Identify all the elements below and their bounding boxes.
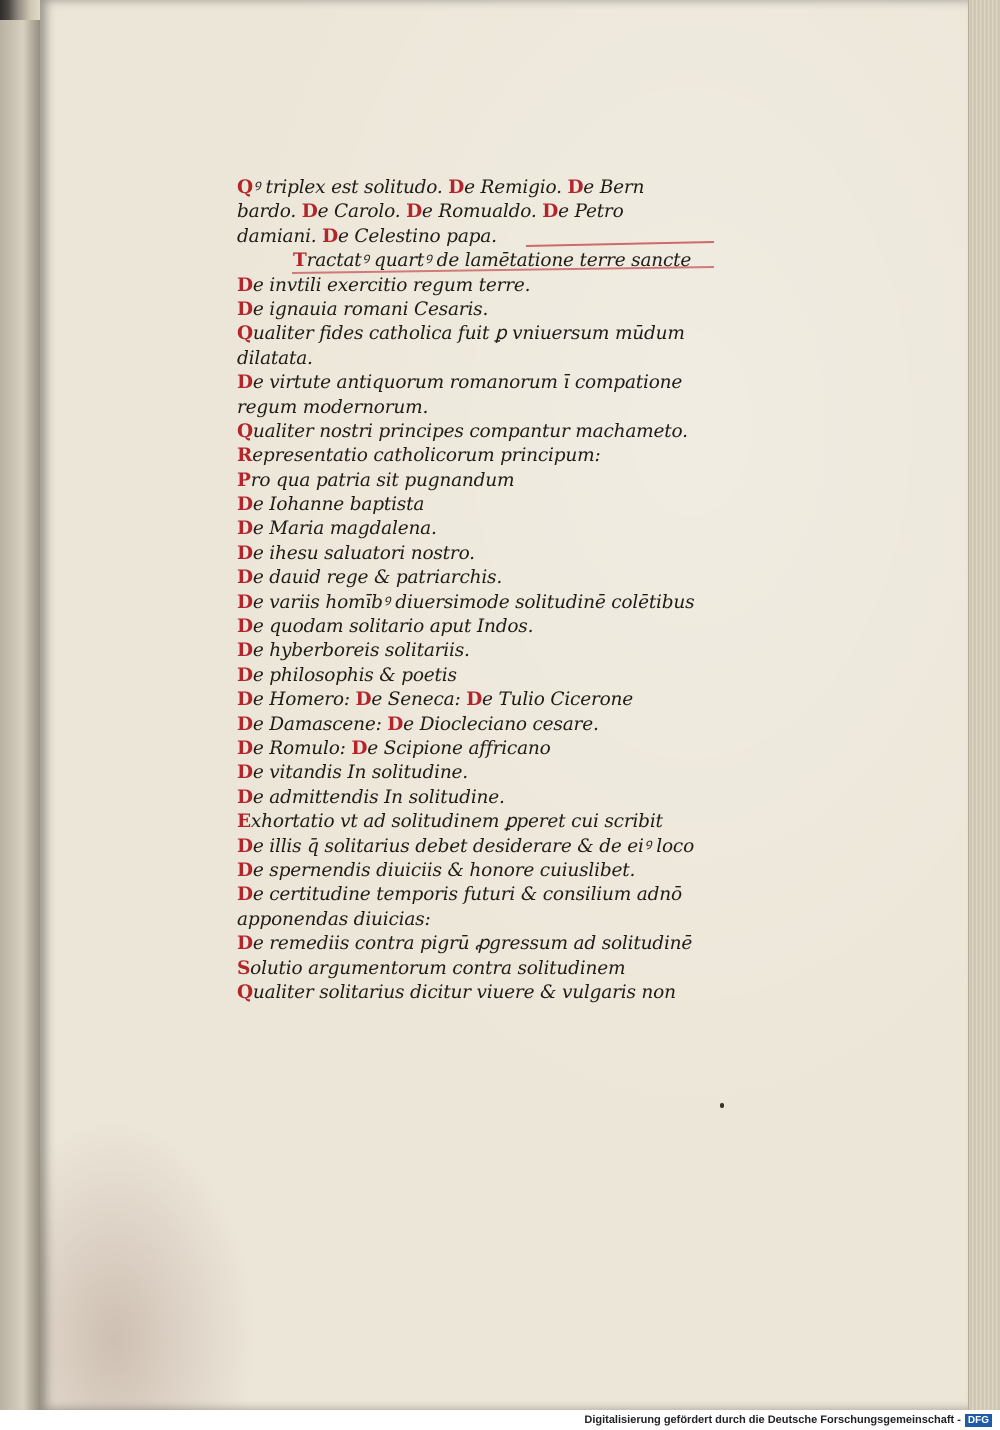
incunable-text-block [237, 176, 717, 1005]
rubricated-initial: D [237, 786, 253, 808]
rubricated-initial: D [237, 737, 253, 759]
text-line: De Iohanne baptista [237, 494, 425, 516]
text-line: De quodam solitario aput Indos. [237, 616, 534, 638]
rubricated-initial: D [322, 225, 338, 247]
tractatus-heading: Tractatꝰ quartꝰ de lamētatione terre sancte [293, 250, 692, 272]
rubricated-initial: Q [237, 323, 253, 345]
rubricated-initial: D [237, 298, 253, 320]
rubricated-initial: E [237, 811, 251, 833]
page-stack-edge [968, 0, 1000, 1410]
rubricated-initial: D [406, 201, 422, 223]
rubricated-initial: D [567, 177, 584, 198]
text-line: De variis homībꝰ diuersimode solitudinē colētibus [237, 591, 695, 613]
rubricated-initial: D [237, 616, 253, 638]
text-line: De hyberboreis solitariis. [237, 640, 470, 662]
rubricated-initial: D [237, 567, 253, 589]
text-line: Representatio catholicorum principum: [237, 445, 601, 467]
rubricated-initial: D [237, 933, 253, 955]
text-line: Qꝰ triplex est solitudo. De Remigio. De Bern [237, 177, 645, 198]
rubricated-initial: D [237, 713, 253, 735]
rubricated-initial: D [237, 762, 253, 784]
rubricated-initial: R [237, 445, 253, 467]
rubricated-initial: D [237, 274, 253, 296]
text-line: regum modernorum. [237, 396, 429, 418]
text-line: De invtili exercitio regum terre. [237, 274, 531, 296]
text-line: dilatata. [237, 347, 313, 369]
text-line: De dauid rege & patriarchis. [237, 567, 503, 589]
text-line: Pro qua patria sit pugnandum [237, 469, 515, 491]
text-line: De Romulo: De Scipione affricano [237, 737, 551, 759]
rubricated-initial: D [237, 835, 253, 857]
rubricated-initial: T [293, 250, 307, 272]
text-line: De spernendis diuiciis & honore cuiuslibet. [237, 859, 636, 881]
footer-bar [0, 1410, 1000, 1430]
text-line: De vitandis In solitudine. [237, 762, 468, 784]
rubricated-initial: D [237, 664, 253, 686]
text-line: De ihesu saluatori nostro. [237, 542, 475, 564]
rubricated-initial: D [237, 372, 253, 394]
rubricated-initial: Q [237, 177, 253, 198]
rubricated-initial: D [237, 591, 253, 613]
text-line: damiani. De Celestino papa. [237, 225, 497, 247]
rubricated-initial: Q [237, 981, 253, 1003]
rubricated-initial: D [301, 201, 318, 223]
ink-mark [720, 1103, 724, 1108]
dfg-logo: DFG [965, 1414, 992, 1427]
rubricated-initial: D [237, 859, 253, 881]
left-page-edge [0, 20, 43, 1410]
text-line: Solutio argumentorum contra solitudinem [237, 957, 626, 979]
rubricated-initial: D [351, 737, 368, 759]
rubricated-initial: D [237, 494, 253, 516]
text-line: De Damascene: De Diocleciano cesare. [237, 713, 599, 735]
rubricated-initial: D [466, 689, 483, 711]
text-line: bardo. De Carolo. De Romualdo. De Petro [237, 201, 624, 223]
text-line: De virtute antiquorum romanorum ī compatione [237, 372, 683, 394]
rubricated-initial: D [237, 542, 253, 564]
text-line: De Homero: De Seneca: De Tulio Cicerone [237, 689, 634, 711]
rubricated-initial: D [542, 201, 559, 223]
rubricated-initial: D [355, 689, 372, 711]
rubricated-initial: D [387, 713, 404, 735]
text-line: De remediis contra pigrū ꝓgressum ad solitudinē [237, 933, 693, 955]
text-line: De certitudine temporis futuri & consilium adnō [237, 884, 682, 906]
rubricated-initial: S [237, 957, 251, 979]
rubricated-initial: D [237, 689, 253, 711]
text-line: Qualiter solitarius dicitur viuere & vulgaris non [237, 981, 676, 1003]
rubricated-initial: D [237, 884, 253, 906]
dfg-credit-text: Digitalisierung gefördert durch die Deutsche Forschungsgemeinschaft - [584, 1414, 961, 1426]
rubricated-initial: Q [237, 420, 253, 442]
text-line: Qualiter nostri principes compantur machameto. [237, 420, 688, 442]
text-line: De admittendis In solitudine. [237, 786, 505, 808]
rubricated-initial: P [237, 469, 251, 491]
text-line: De illis q̄ solitarius debet desiderare & de eiꝰ loco [237, 835, 695, 857]
text-line: De Maria magdalena. [237, 518, 437, 540]
text-line: Exhortatio vt ad solitudinem ꝑperet cui scribit [237, 811, 663, 833]
text-line: De philosophis & poetis [237, 664, 457, 686]
text-line: apponendas diuicias: [237, 908, 431, 930]
rubricated-initial: D [237, 518, 253, 540]
rubricated-initial: D [237, 640, 253, 662]
rubricated-initial: D [448, 177, 465, 198]
text-line: De ignauia romani Cesaris. [237, 298, 489, 320]
text-line: Qualiter fides catholica fuit ꝑ vniuersum mūdum [237, 323, 685, 345]
